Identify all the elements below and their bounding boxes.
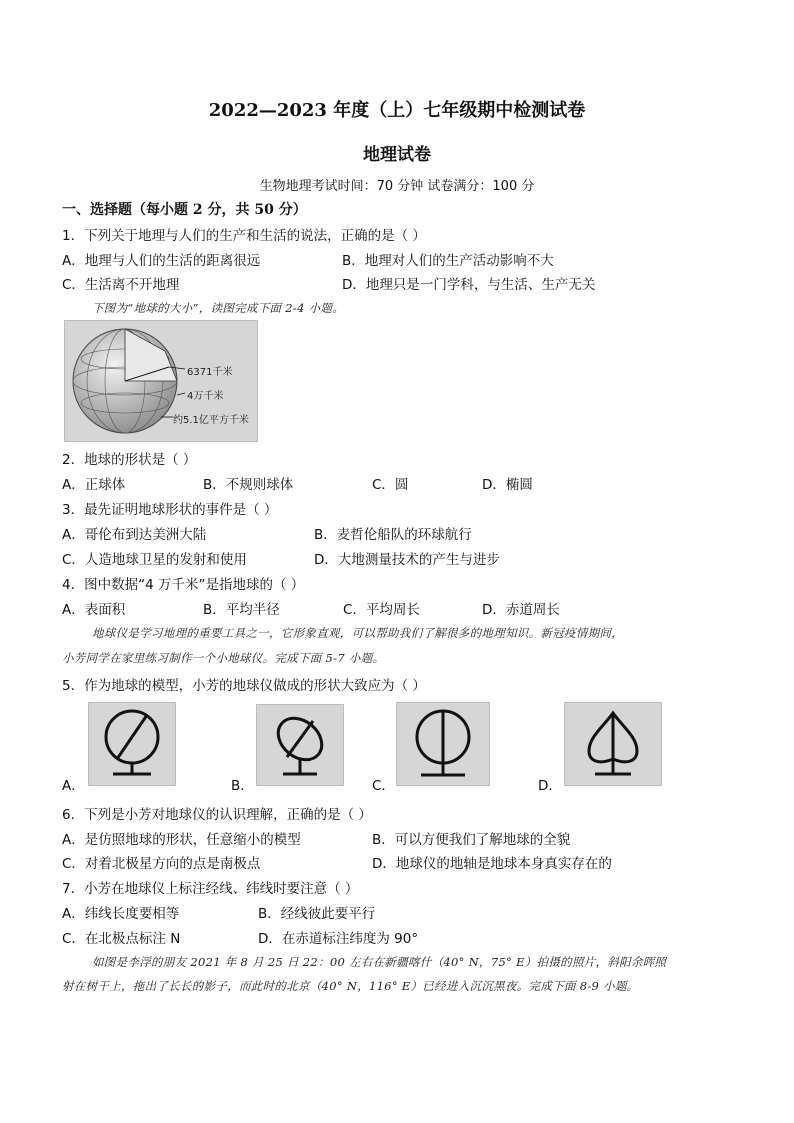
section-heading: 一、选择题（每小题 2 分，共 50 分）: [62, 202, 307, 218]
q4-option-d: D．赤道周长: [482, 602, 560, 618]
q5-option-a-label: A．: [62, 778, 85, 794]
globe-shape-spade-icon: [565, 703, 661, 785]
figure-intro-note: 下图为“地球的大小”，读图完成下面 2-4 小题。: [92, 301, 345, 315]
q7-option-a: A．纬线长度要相等: [62, 906, 180, 922]
q5-option-d-label: D．: [538, 778, 562, 794]
q6-option-a: A．是仿照地球的形状，任意缩小的模型: [62, 832, 301, 848]
earth-size-figure: [64, 320, 258, 442]
q3-option-c: C．人造地球卫星的发射和使用: [62, 552, 247, 568]
q6-option-c: C．对着北极星方向的点是南极点: [62, 856, 261, 872]
exam-info: 生物地理考试时间：70 分钟 试卷满分：100 分: [259, 179, 535, 194]
q6-option-d: D．地球仪的地轴是地球本身真实存在的: [372, 856, 612, 872]
globe-intro-note-line2: 小芳同学在家里练习制作一个小地球仪。完成下面 5-7 小题。: [62, 651, 385, 665]
q7-option-c: C．在北极点标注 N: [62, 931, 181, 947]
q4-option-c: C．平均周长: [343, 602, 420, 618]
q7-option-d: D．在赤道标注纬度为 90°: [258, 931, 419, 947]
q7-option-b: B．经线彼此要平行: [258, 906, 376, 922]
paper-subtitle: 地理试卷: [363, 145, 431, 165]
q5-option-c-image: [396, 702, 490, 786]
q5-stem: 5．作为地球的模型，小芳的地球仪做成的形状大致应为（ ）: [62, 678, 426, 694]
q4-option-a: A．表面积: [62, 602, 126, 618]
globe-circumference-label: 4万千米: [187, 391, 224, 402]
photo-intro-note-line1: 如图是李浮的朋友 2021 年 8 月 25 日 22：00 左右在新疆喀什（40° N，75° E）拍摄的照片，斜阳余晖照: [92, 955, 667, 969]
q1-option-b: B．地理对人们的生产活动影响不大: [342, 253, 554, 269]
q2-option-c: C．圆: [372, 477, 409, 493]
q3-option-d: D．大地测量技术的产生与进步: [314, 552, 500, 568]
q1-option-c: C．生活离不开地理: [62, 277, 180, 293]
q1-option-d: D．地理只是一门学科，与生活、生产无关: [342, 277, 596, 293]
globe-shape-ellipse-icon: [257, 705, 343, 785]
globe-intro-note-line1: 地球仪是学习地理的重要工具之一，它形象直观，可以帮助我们了解很多的地理知识。新冠疫情期间，: [92, 626, 623, 640]
q3-option-b: B．麦哲伦船队的环球航行: [314, 527, 472, 543]
q7-stem: 7．小芳在地球仪上标注经线、纬线时要注意（ ）: [62, 881, 359, 897]
q5-option-b-label: B．: [231, 778, 254, 794]
q5-option-a-image: [88, 702, 176, 786]
q3-stem: 3．最先证明地球形状的事件是（ ）: [62, 502, 278, 518]
globe-area-label: 约5.1亿平方千米: [173, 415, 249, 426]
q6-option-b: B．可以方便我们了解地球的全貌: [372, 832, 571, 848]
q2-option-d: D．椭圆: [482, 477, 533, 493]
q6-stem: 6．下列是小芳对地球仪的认识理解，正确的是（ ）: [62, 807, 372, 823]
exam-title: 2022—2023 年度（上）七年级期中检测试卷: [208, 100, 586, 121]
q5-option-d-image: [564, 702, 662, 786]
q3-option-a: A．哥伦布到达美洲大陆: [62, 527, 207, 543]
globe-shape-circle-tilted-icon: [89, 703, 175, 785]
q4-option-b: B．平均半径: [203, 602, 280, 618]
globe-radius-label: 6371千米: [187, 367, 233, 378]
q2-option-a: A．正球体: [62, 477, 126, 493]
photo-intro-note-line2: 射在树干上，拖出了长长的影子，而此时的北京（40° N，116° E）已经进入沉沉黑夜。完成下面 8-9 小题。: [62, 979, 639, 993]
q4-stem: 4．图中数据“4 万千米”是指地球的（ ）: [62, 577, 305, 593]
q2-option-b: B．不规则球体: [203, 477, 294, 493]
q5-option-c-label: C．: [372, 778, 395, 794]
globe-shape-circle-vertical-icon: [397, 703, 489, 785]
q5-option-b-image: [256, 704, 344, 786]
q1-option-a: A．地理与人们的生活的距离很远: [62, 253, 261, 269]
q1-stem: 1．下列关于地理与人们的生产和生活的说法，正确的是（ ）: [62, 228, 426, 244]
q2-stem: 2．地球的形状是（ ）: [62, 452, 197, 468]
